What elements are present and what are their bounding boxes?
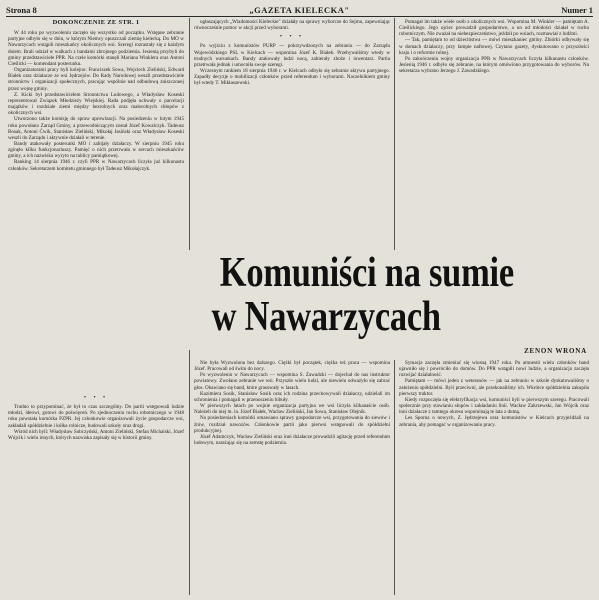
column-divider [189,350,190,595]
headline-line-1: Komuniści na sumie [219,250,514,296]
paragraph: Trudno to przypominać, że był to czas szczególny. Do partii wstępowali ludzie młodzi, ideowi, gotowi do poświęceń. Po zjednoczeniu ruchu robotniczego w 1948 roku powstała komórka PZPR. Jej członkowie organizowali życie gospodarcze wsi, zakładali spółdzielnie i kółka rolnicze, budowali szkoły oraz drogi. [8,404,184,429]
headline-line-2: w Nawarzycach [211,294,441,340]
paragraph: Kazimiera Sosik, Stanisław Sosik oraz ich rodzina przechowywali działaczy, udzielali im schronienia i pomagali w przenoszeniu bibuły. [194,390,390,403]
newspaper-title: „GAZETA KIELECKA" [249,5,350,15]
page-number: Strona 8 [6,5,37,15]
paragraph: W pierwszych latach po wojnie organizacja partyjna we wsi liczyła kilkanaście osób. Należeli do niej m. in. Józef Białek, Wacław Zieliński, Jan Sowa, Stanisław Olejnik. [194,403,390,416]
paragraph: Pomagał im także wiele osób z okolicznych wsi. Wspomina M. Winkler — pamiętam A. Cieślickiego. Jego ojciec prowadził gospodarstwo, a on od młodości działał w ruchu robotniczym. Nie zważał na niebezpieczeństwo, jeździł po wsiach, rozmawiał z ludźmi. [399,19,589,38]
column-4 [194,360,390,595]
separator: • • • [279,34,305,41]
paragraph: Po wyjściu z komunistów PURP — pokrzywdzonych na zebraniu — do Zarządu Wojewódzkiego PSL w Kielcach — wspomina Józef K. Białek. Przebywaliśmy wtedy w trudnych warunkach. Bandy atakowały ludzi nocą, zabierały zboże i inwentarz. Partia przetrwała jednak i umocniła swoje szeregi. [194,43,390,68]
column-1 [8,19,184,389]
column-divider [394,18,395,250]
paragraph: Ranking 14 sierpnia 1946 r. czyli PPR w Nawarzycach liczyła już kilkunastu członków. Sekretarzem komitetu gminnego był Tadeusz Mikołajczyk. [8,159,184,172]
column-5 [399,360,589,595]
issue-number: Numer 1 [561,5,593,15]
byline: ZENON WRONA [524,347,587,355]
column-2 [194,19,390,247]
paragraph: Utworzono także komisję do spraw aprowizacji. Na posiedzeniu w lutym 1945 roku powołano Zarząd Gminy, a przewodniczącym został Józef Kowalczyk. Tadeusz Bosak, Antoni Ćwik, Stanisław Zieliński, Mikołaj Jasiński oraz Władysław Koseski weszli do Zarządu i aktywnie działali w terenie. [8,116,184,141]
paragraph: Pamiętam — mówi jeden z weteranów — jak na zebraniu w szkole dyskutowaliśmy o założeniu spółdzielni. Byli przeciwni, ale przekonaliśmy ich. Wkrótce spółdzielnia zakupiła pierwszy traktor. [399,378,589,397]
paragraph: ogłaszających „Wiadomości Kieleckie" działały na sprawy wyborcze do Sejmu, zapewniając równocześnie pomoc w akcji przed wyborami. [194,19,390,32]
paragraph: Les Sporna o nowych, Z. Jędrzejewa oraz komunistów w Kielcach przyjeżdżali na zebrania, aby pomagać w organizowaniu pracy. [399,415,589,428]
paragraph: Po zakończeniu wojny organizacja PPR w Nawarzycach liczyła kilkunastu członków. Jesienią 1946 r. odbyło się zebranie, na którym omówiono przygotowania do wyborów. Na sekretarza wybrano Jerzego J. Zawadzkiego. [399,55,589,75]
paragraph: Wczesnym rankiem 18 sierpnia 1946 r. w Kielcach odbyło się zebranie aktywu partyjnego. Zapadły decyzje o mobilizacji członków przed referendum i wyborami. Naczelnikiem gminy był wtedy T. Mikłaszewski. [194,68,390,87]
paragraph: Józef Adamczyk, Wacław Zieliński oraz inni działacze prowadzili agitację przed referendum ludowym, narażając się na zemstę podziemia. [194,433,390,447]
paragraph: Nie była Wyzwolona bez dalszego. Ciężki był początek, ciężka też praca — wspomina Józef. Pracowali od świtu do nocy. [194,360,390,373]
paragraph: Na posiedzeniach komórki omawiano sprawy gospodarcze wsi, przygotowania do siewów i żniw, rozdział nawozów. Członkowie partii jako pierwsi wstępowali do spółdzielni produkcyjnej. [194,415,390,434]
paragraph: Organizatorami pracy byli kolejno: Franciszek Sowa, Wojciech Zieliński, Edward Białek oraz działacze ze wsi Jędrzejów. Do Rady Narodowej weszli przedstawiciele stronnictw i organizacji społecznych, pracując wspólnie nad odbudową zniszczonej przez wojnę gminy. [8,67,184,92]
page-header [6,3,593,17]
paragraph: Bandy atakowały posterunki MO i zabijały działaczy. W sierpniu 1945 roku zginęło kilku funkcjonariuszy. Pamięć o nich przetrwała w sercach mieszkańców gminy, a ich nazwiska wyryto na tablicy pamiątkowej. [8,140,184,160]
headline [187,251,517,339]
continuation-title: DOKOŃCZENIE ZE STR. 1 [52,19,140,26]
paragraph: Kiedy rozpoczęła się elektryfikacja wsi, komuniści byli w pierwszym szeregu. Pracowali społecznie przy stawianiu słupów i zakładaniu linii. Wacław Zakrzewski, Jan Wójcik oraz inni działacze z tamtego okresu wspominają te lata z dumą. [399,396,589,416]
column-divider [394,360,395,595]
column-3 [399,19,589,247]
paragraph: Sytuacja zaczęła zmieniać się wiosną 1947 roku. Po amnestii wielu członków band ujawniło się i powróciło do domów. Do PPR wstąpili nowi ludzie, a organizacja zaczęła rozwijać działalność. [399,360,589,379]
paragraph: Po wyzwoleniu w Nawarzycach — wspomina S. Zawadzki — dojechał do nas instruktor powiatowy. Zwołano zebranie we wsi. Przyszło wielu ludzi, ale niewielu odważyło się zabrać głos. Obawiano się band, które grasowały w lasach. [194,372,390,391]
separator: • • • [83,395,109,401]
column-divider [189,18,190,250]
paragraph: W 44 roku po wyzwoleniu zaczęło się wszystko od początku. Wstępne zebranie partyjne odbyło się w dniu, w którym Niemcy opuszczali ziemię kielecką. Do MO w Nawarzycach wstąpili mieszkańcy okolicznych wsi. Szeregi rozrastały się z każdym dniem. Brali udział w walkach z bandami zbrojnego podziemia. Jesienią przybyli do gminy przedstawiciele PPR. Na czele komórki stanęli Mariana Winklera oraz Antoni Cieślicki — komendant posterunku. [8,30,184,67]
column-1-bottom [8,392,184,597]
paragraph: Wśród nich byli: Władysław Sobczyński, Antoni Zieliński, Stefan Michalski, Józef Wójcik i wielu innych, których nazwiska zapisały się w historii gminy. [8,428,184,441]
paragraph: Z. Kicki był przedstawicielem Stronnictwa Ludowego, a Władysław Koseski reprezentował Związek Młodzieży Wiejskiej. Rada podjęła uchwały o parcelacji majątków i rozdziale ziemi między bezrolnych oraz małorolnych chłopów z okolicznych wsi. [8,91,184,117]
paragraph: — Tak, pamiętam to od dzieciństwa — mówi mieszkaniec gminy. Zbiórki odbywały się w domach działaczy, przy lampie naftowej. Czytano gazety, dyskutowano o przyszłości kraju i o reformie rolnej. [399,37,589,56]
